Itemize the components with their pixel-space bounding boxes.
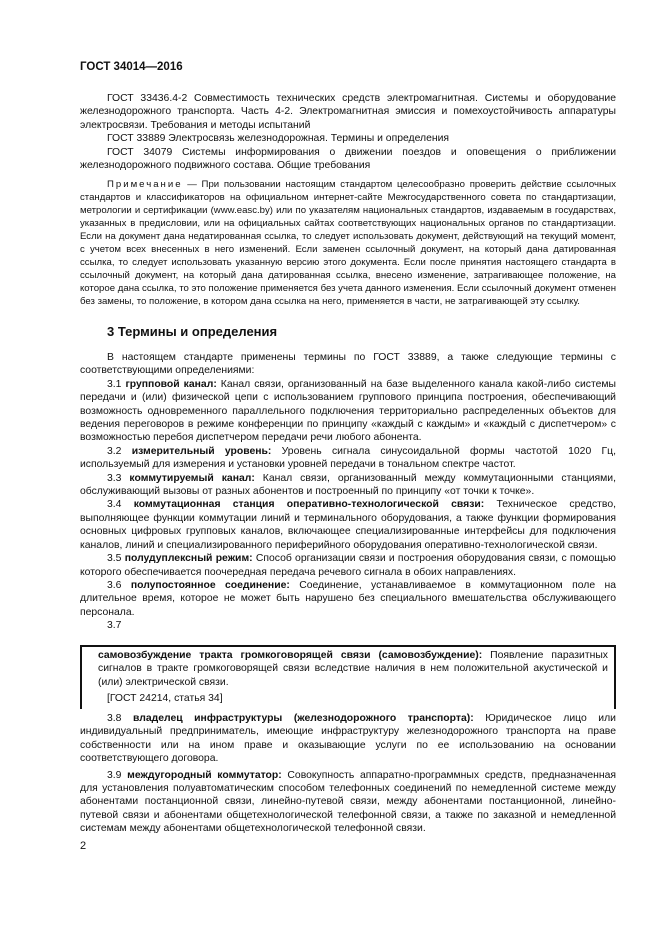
note-label: Примечание [107,179,183,191]
document-header: ГОСТ 34014—2016 [80,61,183,73]
note-block [80,178,616,308]
term-3-1: 3.1 групповой канал: Канал связи, организованный на базе выделенного канала какой-либо системы передачи и (или) физической цепи с использованием группового принципа построения, обеспечивающий возможность одновременного параллельного подключения территориально распределенных объектов для ведения переговоров в режиме конференции по принципу «каждый с каждым» и «каждый с диспетчером» с возможностью перебоя диспетчером передачи речи любого абонента. [80,378,616,444]
reference-item: ГОСТ 34079 Системы информирования о движении поездов и оповещения о приближении железнодорожного подвижного состава. Общие требования [80,146,616,172]
term-3-7: самовозбуждение тракта громкоговорящей связи (самовозбуждение): Появление паразитных сигналов в тракте громкоговорящей связи вследствие наличия в нем положительной акустической и (или) электрической связи. [98,650,608,688]
term-3-8: 3.8 владелец инфраструктуры (железнодорожного транспорта): Юридическое лицо или индивидуальный предприниматель, имеющие инфраструктуру железнодорожного транспорта на праве собственности или на ином праве и оказывающие услуги по ее использованию на основании соответствующего договора. [80,713,616,765]
reference-item: ГОСТ 33889 Электросвязь железнодорожная. Термины и определения [107,133,450,145]
term-3-6: 3.6 полупостоянное соединение: Соединение, устанавливаемое в коммутационном поле на длительное время, которое не может быть нарушено без специального вмешательства обслуживающего персонала. [80,579,616,618]
terms-block [80,351,616,633]
terms-block-2 [80,712,616,836]
normative-references [80,92,616,308]
term-3-4: 3.4 коммутационная станция оперативно-технологической связи: Техническое средство, выполняющее функции коммутации линий и терминального оборудования, а также функции формирования основных цифровых групповых каналов, включающее специализированные интерфейсы для подключения каналов, линий и специализированного периферийного оборудования оперативно-технологической связи. [80,499,616,551]
page-number: 2 [80,840,87,852]
term-3-7-number: 3.7 [107,620,122,632]
term-3-5: 3.5 полудуплексный режим: Способ организации связи и построения оборудования связи, с помощью которого обеспечивается поочередная передача речевого сигнала в обоих направлениях. [80,553,616,578]
term-3-2: 3.2 измерительный уровень: Уровень сигнала синусоидальной формы частотой 1020 Гц, используемый для измерения и установки уровней передачи в тональном спектре частот. [80,445,616,471]
section-intro: В настоящем стандарте применены термины по ГОСТ 33889, а также следующие термины с соответствующими определениями: [80,352,616,377]
term-3-3: 3.3 коммутируемый канал: Канал связи, организованный между коммутационными станциями, обслуживающий вызовы от разных абонентов и построенный по принципу «от точки к точке». [80,472,616,498]
section-title: 3 Термины и определения [107,324,278,339]
term-3-9: 3.9 междугородный коммутатор: Совокупность аппаратно-программных средств, предназначенная для установления полуавтоматическим способом телефонных соединений по немедленной системе между абонентами постанционной связи, линейно-путевой связи, между абонентами постанционной, линейно-путевой связи и абонентами общетехнологической телефонной связи, а также по заказной и немедленной системам между абонентами общетехнологической телефонной связи. [80,769,616,835]
quoted-term-3-7 [90,649,608,706]
term-source: [ГОСТ 24214, статья 34] [107,693,223,705]
reference-item: ГОСТ 33436.4-2 Совместимость технических средств электромагнитная. Системы и оборудование железнодорожного транспорта. Часть 4-2. Электромагнитная эмиссия и помехоустойчивость аппаратуры электросвязи. Требования и методы испытаний [80,93,616,131]
note-text: — При пользовании настоящим стандартом целесообразно проверить действие ссылочных стандартов и классификаторов на официальном интернет-сайте Межгосударственного совета по стандартизации, метрологии и сертификации (www.easc.by) или по указателям национальных стандартов, издаваемым в государствах, указанных в предисловии, или на официальных сайтах соответствующих национальных органов по стандартизации. Если на документ дана недатированная ссылка, то следует использовать документ, действующий на текущий момент, с учетом всех внесенных в него изменений. Если заменен ссылочный документ, на который дана датированная ссылка, то следует использовать указанную версию этого документа. Если после принятия настоящего стандарта в ссылочный документ, на который дана датированная ссылка, внесено изменение, затрагивающее положение, на которое дана ссылка, то это положение применяется без учета данного изменения. Если ссылочный документ отменен без замены, то положение, в котором дана ссылка на него, применяется в части, не затрагивающей эту ссылку. [80,179,616,308]
